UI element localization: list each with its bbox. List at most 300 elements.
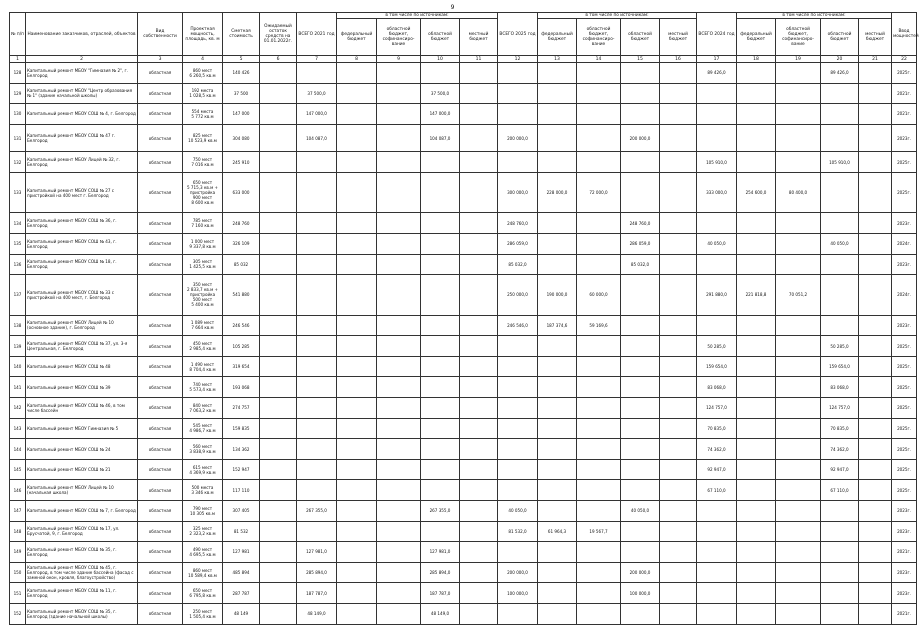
row-total-2024: 50 285,0 [697,336,737,357]
row-reg-cofin-2025 [577,213,621,234]
row-total-2025: 248 760,0 [498,213,538,234]
row-name: Капитальный ремонт МБОУ СОШ № 46, в том числе бассейн [26,398,138,419]
column-number: 3 [138,56,183,63]
row-fed-2025: 61 964,3 [538,521,577,542]
row-remainder [260,315,297,336]
row-local-2024 [859,83,892,104]
table-row [10,521,917,542]
row-remainder [260,459,297,480]
row-local-2024 [859,63,892,84]
capacity-line: 1 089 мест [190,320,215,326]
capacity-line: 10 589,4 кв.м [188,572,217,578]
row-reg-2021: 285 894,0 [421,562,460,583]
row-number: 136 [10,254,26,275]
row-capacity [183,172,223,213]
capacity-line: 840 мест [192,402,213,408]
row-year-input: 2025г. [892,336,917,357]
column-number: 19 [776,56,821,63]
row-local-2025 [660,418,697,439]
row-reg-2024: 89 426,0 [821,63,859,84]
row-local-2025 [660,439,697,460]
row-reg-2024 [821,213,859,234]
row-ownership: областная [138,398,183,419]
capacity-line: 2 985,4 кв.м [189,346,216,352]
row-ownership: областная [138,233,183,254]
row-reg-cofin-2021 [377,398,421,419]
row-fed-2024: 254 600,0 [737,172,776,213]
row-reg-2025 [621,336,660,357]
capacity-line: 790 мест [192,505,213,511]
capacity-line: 5 573,4 кв.м [189,387,216,393]
row-local-2024 [859,356,892,377]
row-year-input: 2024г. [892,233,917,254]
row-reg-2021 [421,418,460,439]
row-ownership: областная [138,583,183,604]
capacity-line: 10 523,9 кв.м [188,138,217,144]
capacity-line: 4 369,9 кв.м [189,469,216,475]
row-fed-2025 [538,377,577,398]
row-remainder [260,124,297,152]
row-cost: 85 032 [223,254,260,275]
row-reg-cofin-2021 [377,439,421,460]
row-fed-2025 [538,213,577,234]
row-year-input: 2023г. [892,501,917,522]
capacity-line: 6 795,8 кв.м [189,593,216,599]
row-total-2024: 124 757,0 [697,398,737,419]
row-remainder [260,63,297,84]
row-reg-2021 [421,439,460,460]
row-fed-2021 [337,104,377,125]
capacity-line: 615 мест [192,464,213,470]
row-total-2024: 89 426,0 [697,63,737,84]
table-row [10,275,917,316]
capacity-line: 650 мест [192,180,213,186]
header-reg-cofin-2024: областной бюджет, софинансиро-вание [776,19,821,56]
row-reg-2024 [821,603,859,624]
row-fed-2024 [737,104,776,125]
row-total-2024 [697,254,737,275]
header-cost: Сметная стоимость [223,13,260,56]
row-reg-2025: 100 000,0 [621,583,660,604]
table-row [10,398,917,419]
budget-table [9,12,917,625]
row-reg-cofin-2025 [577,459,621,480]
row-fed-2024: 221 818,8 [737,275,776,316]
row-reg-cofin-2024 [776,480,821,501]
row-number: 134 [10,213,26,234]
row-ownership: областная [138,336,183,357]
row-ownership: областная [138,377,183,398]
row-year-input: 2025г. [892,152,917,173]
row-number: 132 [10,152,26,173]
column-number: 13 [538,56,577,63]
row-reg-2024: 67 110,0 [821,480,859,501]
row-cost: 248 760 [223,213,260,234]
row-total-2024 [697,213,737,234]
row-name: Капитальный ремонт МБОУ СОШ № 39 [26,377,138,398]
row-reg-cofin-2025 [577,233,621,254]
capacity-line: 554 места [191,108,214,114]
row-reg-2024: 50 285,0 [821,336,859,357]
row-reg-cofin-2025: 60 000,0 [577,275,621,316]
row-reg-2025 [621,104,660,125]
row-year-input: 2025г. [892,439,917,460]
row-number: 149 [10,542,26,563]
row-fed-2025 [538,562,577,583]
capacity-line: 7 063,2 кв.м [189,407,216,413]
header-sources-2024: в том числе по источникам: [737,13,892,19]
row-number: 138 [10,315,26,336]
row-remainder [260,83,297,104]
row-name: Капитальный ремонт МБОУ СОШ № 17, ул. Брусчатой, 9, г. Белгород [26,521,138,542]
row-name: Капитальный ремонт МБОУ Лицей № 10 (начальная школа) [26,480,138,501]
row-ownership: областная [138,213,183,234]
row-reg-2021 [421,275,460,316]
row-name: Капитальный ремонт МБОУ СОШ № 35, г. Белгород (здание начальной школы) [26,603,138,624]
row-reg-2025 [621,521,660,542]
row-fed-2025: 187 374,6 [538,315,577,336]
row-total-2021 [297,213,337,234]
row-reg-cofin-2024 [776,377,821,398]
row-reg-cofin-2025 [577,480,621,501]
row-cost: 159 835 [223,418,260,439]
row-remainder [260,521,297,542]
row-reg-2021: 48 149,0 [421,603,460,624]
row-total-2024 [697,124,737,152]
row-total-2025: 40 050,0 [498,501,538,522]
row-fed-2024 [737,562,776,583]
row-reg-2021 [421,172,460,213]
row-remainder [260,418,297,439]
row-total-2024 [697,315,737,336]
row-local-2021 [460,501,498,522]
table-row [10,356,917,377]
row-fed-2024 [737,315,776,336]
row-local-2024 [859,315,892,336]
row-reg-2025 [621,83,660,104]
column-number: 9 [377,56,421,63]
row-reg-cofin-2021 [377,124,421,152]
table-row [10,233,917,254]
row-year-input: 2023г. [892,521,917,542]
capacity-line: 490 мест [192,546,213,552]
row-ownership: областная [138,418,183,439]
table-row [10,124,917,152]
row-capacity [183,336,223,357]
capacity-line: 7 016 кв.м [191,162,214,168]
capacity-line: 900 мест [192,195,213,201]
row-reg-2025 [621,275,660,316]
capacity-line: 10 305 кв.м [190,510,215,516]
row-fed-2025 [538,83,577,104]
header-reg-2024: областной бюджет [821,19,859,56]
row-ownership: областная [138,459,183,480]
table-row [10,254,917,275]
row-number: 129 [10,83,26,104]
row-local-2021 [460,83,498,104]
row-fed-2024 [737,233,776,254]
row-local-2024 [859,501,892,522]
row-reg-2025: 286 059,0 [621,233,660,254]
row-local-2024 [859,398,892,419]
row-number: 137 [10,275,26,316]
capacity-line: 5 715,3 кв.м + [187,185,218,191]
row-local-2021 [460,418,498,439]
row-ownership: областная [138,501,183,522]
row-reg-2025 [621,377,660,398]
row-fed-2024 [737,83,776,104]
row-local-2024 [859,124,892,152]
row-reg-2021 [421,356,460,377]
row-reg-cofin-2024 [776,356,821,377]
row-name: Капитальный ремонт МБОУ "Гимназия № 2", г. Белгород [26,63,138,84]
row-total-2025: 100 000,0 [498,583,538,604]
row-fed-2025 [538,233,577,254]
table-row [10,480,917,501]
row-number: 148 [10,521,26,542]
row-fed-2021 [337,83,377,104]
row-reg-2024 [821,501,859,522]
row-reg-cofin-2025 [577,104,621,125]
row-total-2025: 85 032,0 [498,254,538,275]
row-reg-2024 [821,562,859,583]
row-local-2021 [460,439,498,460]
row-ownership: областная [138,562,183,583]
row-local-2021 [460,562,498,583]
table-row [10,172,917,213]
table-row [10,104,917,125]
header-capacity: Проектная мощность, площадь, кв. м [183,13,223,56]
column-number: 10 [421,56,460,63]
row-fed-2025 [538,152,577,173]
row-year-input: 2023г. [892,562,917,583]
column-number: 16 [660,56,697,63]
row-remainder [260,583,297,604]
capacity-line: 1 505,4 кв.м [189,613,216,619]
row-local-2025 [660,275,697,316]
header-total-2025: ВСЕГО 2025 год [498,13,538,56]
row-reg-2025 [621,542,660,563]
row-remainder [260,233,297,254]
row-total-2021 [297,439,337,460]
row-reg-2021 [421,459,460,480]
row-reg-cofin-2024 [776,501,821,522]
row-local-2025 [660,315,697,336]
row-reg-cofin-2024 [776,336,821,357]
row-cost: 193 068 [223,377,260,398]
row-fed-2024 [737,459,776,480]
row-name: Капитальный ремонт МБОУ "Центр образования № 1" (здание начальной школы) [26,83,138,104]
column-number: 8 [337,56,377,63]
capacity-line: 545 мест [192,423,213,429]
row-reg-2021 [421,213,460,234]
row-reg-cofin-2025 [577,124,621,152]
row-local-2021 [460,377,498,398]
row-local-2024 [859,583,892,604]
row-local-2021 [460,459,498,480]
row-reg-cofin-2025 [577,418,621,439]
row-reg-cofin-2024 [776,603,821,624]
header-local-2025: местный бюджет [660,19,697,56]
row-capacity [183,480,223,501]
capacity-line: 350 мест [192,282,213,288]
row-fed-2024 [737,254,776,275]
row-reg-2024 [821,124,859,152]
row-fed-2025 [538,418,577,439]
row-total-2021 [297,275,337,316]
row-reg-cofin-2024 [776,542,821,563]
row-local-2021 [460,521,498,542]
row-cost: 48 149 [223,603,260,624]
row-ownership: областная [138,315,183,336]
row-reg-cofin-2025 [577,583,621,604]
row-fed-2021 [337,562,377,583]
row-reg-cofin-2021 [377,583,421,604]
row-capacity [183,459,223,480]
row-reg-cofin-2025: 59 169,6 [577,315,621,336]
row-local-2025 [660,603,697,624]
row-remainder [260,336,297,357]
row-year-input: 2025г. [892,459,917,480]
row-remainder [260,501,297,522]
row-fed-2025: 228 000,0 [538,172,577,213]
row-total-2025 [498,152,538,173]
row-cost: 81 532 [223,521,260,542]
row-name: Капитальный ремонт МБОУ СОШ № 36, г. Белгород [26,213,138,234]
row-local-2025 [660,152,697,173]
row-total-2025 [498,377,538,398]
row-fed-2021 [337,603,377,624]
row-cost: 304 080 [223,124,260,152]
row-local-2025 [660,213,697,234]
row-remainder [260,275,297,316]
row-reg-cofin-2024 [776,418,821,439]
capacity-line: 740 мест [192,382,213,388]
row-cost: 541 880 [223,275,260,316]
row-name: Капитальный ремонт МБОУ Лицей № 10 (основное здание), г. Белгород [26,315,138,336]
row-local-2021 [460,356,498,377]
row-ownership: областная [138,63,183,84]
row-fed-2021 [337,501,377,522]
row-name: Капитальный ремонт МБОУ Лицей № 32, г. Белгород [26,152,138,173]
table-row [10,336,917,357]
row-cost: 287 787 [223,583,260,604]
row-reg-cofin-2025 [577,562,621,583]
column-number-row [10,56,917,63]
row-local-2025 [660,398,697,419]
row-year-input: 2023г. [892,213,917,234]
row-ownership: областная [138,152,183,173]
row-local-2024 [859,233,892,254]
capacity-line: 650 мест [192,588,213,594]
row-total-2025: 200 000,0 [498,124,538,152]
row-reg-2024 [821,83,859,104]
row-local-2024 [859,104,892,125]
column-number: 2 [26,56,138,63]
row-total-2024: 70 835,0 [697,418,737,439]
row-reg-2024: 124 757,0 [821,398,859,419]
row-reg-cofin-2024: 70 051,2 [776,275,821,316]
table-row [10,213,917,234]
row-fed-2024 [737,356,776,377]
row-fed-2021 [337,356,377,377]
row-year-input: 2025г. [892,398,917,419]
capacity-line: 1 425,5 кв.м [189,264,216,270]
row-reg-2025 [621,356,660,377]
row-reg-2024 [821,521,859,542]
row-reg-cofin-2024 [776,213,821,234]
row-reg-2021 [421,233,460,254]
row-fed-2025: 190 000,0 [538,275,577,316]
capacity-line: 9 337,8 кв.м [189,243,216,249]
row-remainder [260,562,297,583]
row-cost: 117 110 [223,480,260,501]
row-local-2025 [660,377,697,398]
header-fed-2021: федеральный бюджет [337,19,377,56]
row-total-2021 [297,172,337,213]
row-cost: 140 426 [223,63,260,84]
row-remainder [260,172,297,213]
capacity-line: 7 664 кв.м [191,325,214,331]
row-year-input: 2025г. [892,172,917,213]
row-reg-2021 [421,254,460,275]
row-reg-cofin-2025 [577,63,621,84]
row-total-2025: 200 000,0 [498,562,538,583]
row-local-2021 [460,152,498,173]
row-reg-cofin-2021 [377,172,421,213]
capacity-line: 500 мест [192,297,213,303]
row-reg-2024 [821,583,859,604]
row-capacity [183,521,223,542]
row-fed-2025 [538,254,577,275]
row-total-2024 [697,521,737,542]
row-capacity [183,124,223,152]
row-total-2024 [697,501,737,522]
row-total-2021 [297,233,337,254]
row-total-2025: 81 532,0 [498,521,538,542]
table-row [10,583,917,604]
row-number: 150 [10,562,26,583]
row-local-2025 [660,104,697,125]
row-year-input: 2021г. [892,542,917,563]
row-year-input: 2023г. [892,254,917,275]
row-reg-2021 [421,336,460,357]
header-reg-2025: областной бюджет [621,19,660,56]
row-ownership: областная [138,172,183,213]
row-fed-2025 [538,104,577,125]
row-reg-2021 [421,315,460,336]
row-name: Капитальный ремонт МБОУ СОШ № 24 [26,439,138,460]
row-fed-2024 [737,501,776,522]
row-fed-2024 [737,152,776,173]
row-reg-cofin-2025 [577,398,621,419]
capacity-line: 1 028,5 кв.м [189,93,216,99]
row-reg-cofin-2024 [776,124,821,152]
row-reg-cofin-2024 [776,398,821,419]
row-fed-2024 [737,418,776,439]
row-total-2025: 246 546,0 [498,315,538,336]
row-capacity [183,104,223,125]
capacity-line: 8 600 кв.м [191,200,214,206]
row-reg-cofin-2024 [776,521,821,542]
column-number: 1 [10,56,26,63]
row-fed-2024 [737,603,776,624]
row-total-2024: 74 362,0 [697,439,737,460]
row-local-2021 [460,336,498,357]
row-total-2024: 40 050,0 [697,233,737,254]
row-total-2025 [498,418,538,439]
row-reg-cofin-2021 [377,83,421,104]
